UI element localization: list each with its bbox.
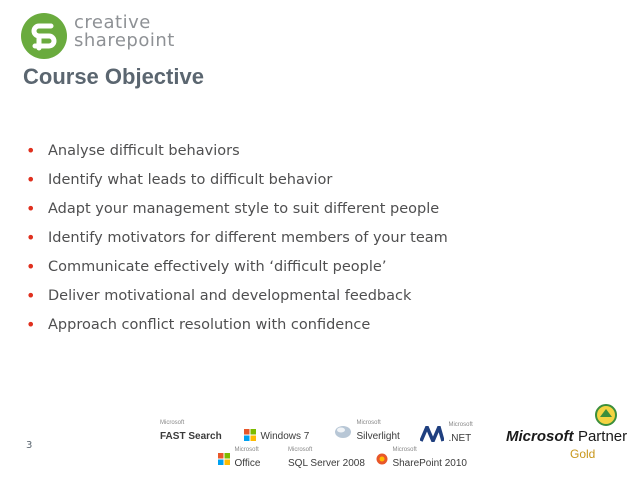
dotnet-logo [420,422,473,446]
brand-line-2: sharepoint [74,30,175,51]
windows7-label: Windows 7 [260,431,310,442]
fast-search-prefix: Microsoft [160,420,185,426]
objective-item: • Approach conflict resolution with confidence [26,314,448,343]
gold-partner-emblem-icon [595,404,617,426]
microsoft-label: Microsoft [506,428,574,445]
slide-title: Course Objective [23,64,204,89]
objective-item: • Identify motivators for different members of your team [26,227,448,256]
creative-sharepoint-logo-icon [20,12,68,60]
sharepoint-prefix: Microsoft [392,447,417,453]
sqlserver-label: SQL Server 2008 [288,458,365,469]
objective-item: • Analyse difficult behaviors [26,140,448,169]
objective-item: • Adapt your management style to suit different people [26,198,448,227]
office-label: Office [234,458,261,469]
windows-flag-icon [244,429,256,441]
dotnet-prefix: Microsoft [448,422,473,428]
fast-search-logo [160,420,222,444]
silverlight-prefix: Microsoft [356,420,381,426]
page-number: 3 [26,440,33,451]
fast-search-label: FAST Search [160,431,222,442]
brand-line-1: creative [74,12,151,33]
sqlserver-prefix: Microsoft [288,447,313,453]
brand-wordmark [74,14,175,50]
office-logo [218,447,260,471]
dotnet-wave-icon [420,426,444,442]
sqlserver-logo [288,447,365,471]
objective-item: • Identify what leads to difficult behavior [26,169,448,198]
objective-item: • Deliver motivational and developmental feedback [26,285,448,314]
silverlight-logo [334,420,400,444]
sharepoint-icon [376,453,388,465]
partner-label: Partner [577,428,628,445]
dotnet-label: .NET [448,433,472,444]
office-prefix: Microsoft [234,447,259,453]
sharepoint-label: SharePoint 2010 [392,458,467,469]
sharepoint-logo [376,447,467,471]
silverlight-icon [334,425,352,439]
partner-level: Gold [570,447,596,461]
silverlight-label: Silverlight [356,431,400,442]
objective-list [26,140,448,343]
objective-item: • Communicate effectively with ‘difficult people’ [26,256,448,285]
office-icon [218,453,230,465]
windows7-logo [244,426,309,444]
microsoft-partner-logo [506,428,627,446]
